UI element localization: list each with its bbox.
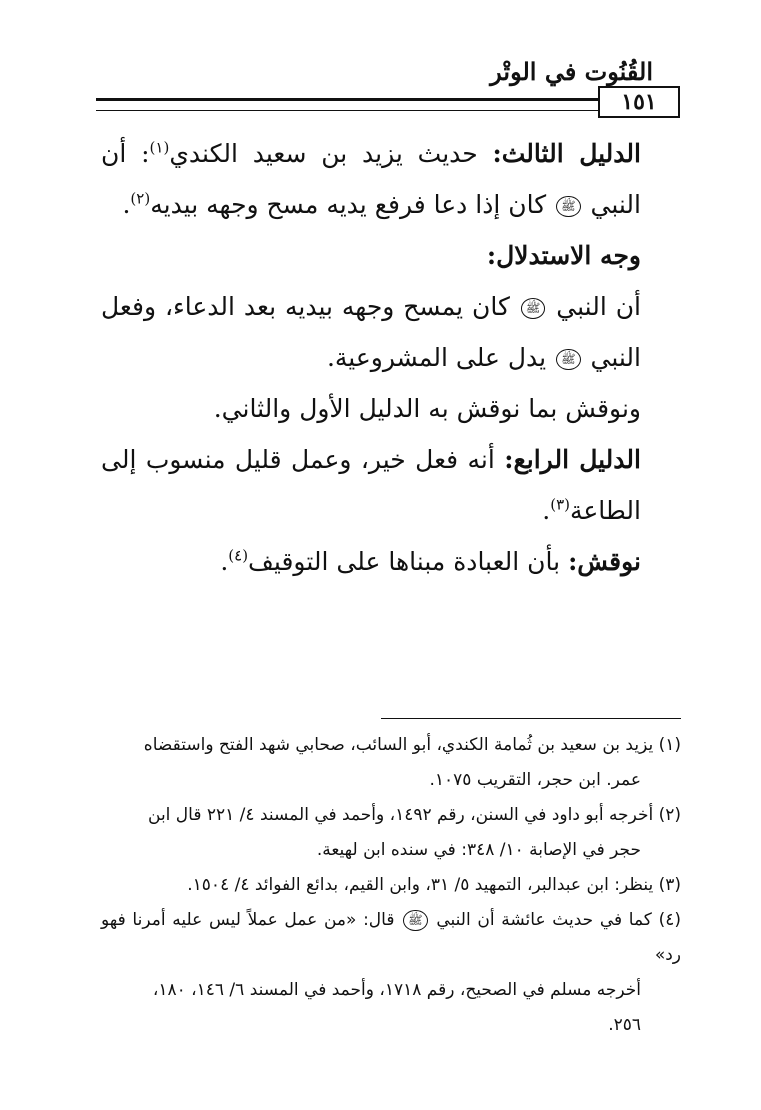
footnote-ref-1[interactable]: (١) (149, 138, 170, 157)
footnote-2-cont: حجر في الإصابة ١٠/ ٣٤٨: في سنده ابن لهيعة. (316, 840, 641, 860)
text-span: كان يمسح وجهه بيديه بعد الدعاء، وفعل النبي (101, 292, 641, 372)
term-inference: وجه الاستدلال: (486, 241, 641, 270)
footnote-3: (٣) ينظر: ابن عبدالبر، التمهيد ٥/ ٣١، وابن القيم، بدائع الفوائد ٤/ ١٥٠٤. (187, 875, 681, 895)
paragraph-inference-heading (101, 230, 681, 281)
header-rule (96, 98, 598, 111)
honorific-glyph: ﷺ (556, 349, 581, 370)
paragraph-inference (101, 281, 681, 383)
footnote-ref-4[interactable]: (٤) (228, 546, 249, 565)
footnotes (101, 728, 681, 1043)
text-span: أنه فعل خير، وعمل قليل منسوب إلى الطاعة (101, 445, 641, 525)
footnote-rule (381, 718, 681, 719)
paragraph-discussion-1: ونوقش بما نوقش به الدليل الأول والثاني. (213, 394, 641, 423)
text-span: يدل على المشروعية. (326, 343, 555, 372)
honorific-glyph: ﷺ (403, 910, 428, 931)
footnote-4 (101, 903, 681, 973)
text-span: قال: «من عمل عملاً ليس عليه أمرنا فهو رد» (101, 910, 681, 965)
text-span: . (542, 496, 551, 525)
page-number: ١٥١ (598, 86, 680, 118)
footnote-4-cont-2: ٢٥٦. (608, 1015, 641, 1035)
honorific-glyph: ﷺ (556, 196, 581, 217)
footnote-2: (٢) أخرجه أبو داود في السنن، رقم ١٤٩٢، وأحمد في المسند ٤/ ٢٢١ قال ابن (148, 805, 681, 825)
text-span: (٤) كما في حديث عائشة أن النبي (429, 910, 681, 930)
main-text (101, 128, 681, 587)
footnote-4-cont: أخرجه مسلم في الصحيح، رقم ١٧١٨، وأحمد في المسند ٦/ ١٤٦، ١٨٠، (152, 980, 641, 1000)
text-span: . (122, 190, 131, 219)
footnote-ref-3[interactable]: (٣) (550, 495, 570, 514)
paragraph-third-evidence (101, 128, 681, 230)
term-discussed: نوقش: (568, 547, 641, 576)
term-fourth-evidence: الدليل الرابع: (504, 445, 641, 474)
text-span: حديث يزيد بن سعيد الكندي (169, 139, 493, 168)
text-span: بأن العبادة مبناها على التوقيف (248, 547, 569, 576)
paragraph-fourth-evidence (101, 434, 681, 536)
paragraph-discussion-2 (101, 536, 681, 587)
text-span: أن النبي (547, 292, 642, 321)
text-span: : أن النبي (101, 139, 641, 219)
term-third-evidence: الدليل الثالث: (492, 139, 641, 168)
text-span: . (220, 547, 229, 576)
footnote-1-cont: عمر. ابن حجر، التقريب ١٠٧٥. (429, 770, 641, 790)
running-title: القُنُوت في الوتْر (490, 57, 653, 86)
honorific-glyph: ﷺ (521, 298, 546, 319)
footnote-1: (١) يزيد بن سعيد بن ثُمامة الكندي، أبو السائب، صحابي شهد الفتح واستقضاه (143, 735, 681, 755)
text-span: كان إذا دعا فرفع يديه مسح وجهه بيديه (150, 190, 555, 219)
footnote-ref-2[interactable]: (٢) (130, 189, 151, 208)
